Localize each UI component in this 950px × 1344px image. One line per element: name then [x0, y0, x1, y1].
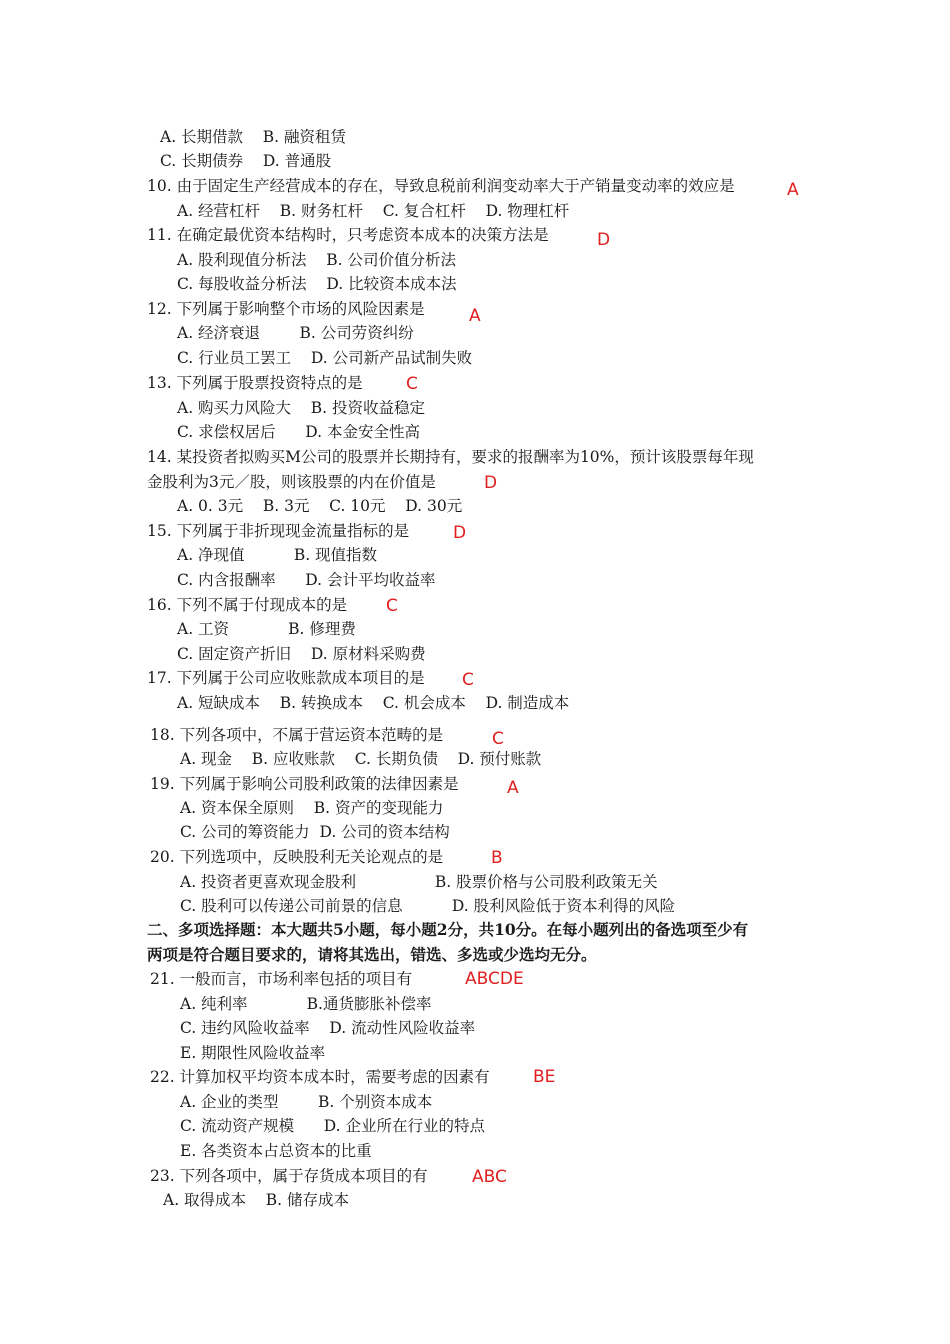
question-16: 16. 下列不属于付现成本的是 [147, 596, 348, 614]
q15-options-cd: C. 内含报酬率 D. 会计平均收益率 [177, 571, 436, 589]
q17-options: A. 短缺成本 B. 转换成本 C. 机会成本 D. 制造成本 [177, 694, 570, 712]
answer-q23: ABC [472, 1167, 507, 1187]
answer-q17: C [462, 670, 474, 690]
answer-q19: A [507, 778, 519, 798]
answer-q13: C [406, 374, 418, 394]
question-15: 15. 下列属于非折现现金流量指标的是 [147, 522, 410, 540]
answer-q22: BE [533, 1067, 556, 1087]
answer-q16: C [386, 596, 398, 616]
q23-options-ab: A. 取得成本 B. 储存成本 [163, 1191, 350, 1209]
question-23: 23. 下列各项中，属于存货成本项目的有 [150, 1167, 428, 1185]
q14-options: A. 0. 3元 B. 3元 C. 10元 D. 30元 [177, 497, 463, 515]
q13-options-cd: C. 求偿权居后 D. 本金安全性高 [177, 423, 420, 441]
q13-options-ab: A. 购买力风险大 B. 投资收益稳定 [177, 399, 426, 417]
q9-options-cd: C. 长期债券 D. 普通股 [160, 152, 332, 170]
question-10: 10. 由于固定生产经营成本的存在，导致息税前利润变动率大于产销量变动率的效应是 [147, 177, 735, 195]
q21-option-e: E. 期限性风险收益率 [180, 1044, 326, 1062]
question-17: 17. 下列属于公司应收账款成本项目的是 [147, 669, 425, 687]
q18-options: A. 现金 B. 应收账款 C. 长期负债 D. 预付账款 [180, 750, 542, 768]
q22-option-e: E. 各类资本占总资本的比重 [180, 1142, 372, 1160]
answer-q20: B [491, 848, 503, 868]
q16-options-cd: C. 固定资产折旧 D. 原材料采购费 [177, 645, 426, 663]
question-12: 12. 下列属于影响整个市场的风险因素是 [147, 300, 425, 318]
q12-options-ab: A. 经济衰退 B. 公司劳资纠纷 [177, 324, 414, 342]
q12-options-cd: C. 行业员工罢工 D. 公司新产品试制失败 [177, 349, 473, 367]
question-14-line1: 14. 某投资者拟购买M公司的股票并长期持有，要求的报酬率为10%，预计该股票每年现 [147, 448, 754, 466]
q16-options-ab: A. 工资 B. 修理费 [177, 620, 356, 638]
question-22: 22. 计算加权平均资本成本时，需要考虑的因素有 [150, 1068, 490, 1086]
q11-options-ab: A. 股利现值分析法 B. 公司价值分析法 [177, 251, 457, 269]
q10-options: A. 经营杠杆 B. 财务杠杆 C. 复合杠杆 D. 物理杠杆 [177, 202, 570, 220]
answer-q14: D [484, 473, 498, 493]
q19-options-ab: A. 资本保全原则 B. 资产的变现能力 [180, 799, 444, 817]
question-19: 19. 下列属于影响公司股利政策的法律因素是 [150, 775, 459, 793]
section-2-heading-line2: 两项是符合题目要求的，请将其选出，错选、多选或少选均无分。 [147, 945, 597, 964]
q19-options-cd: C. 公司的筹资能力 D. 公司的资本结构 [180, 823, 450, 841]
section-2-heading-line1: 二、多项选择题：本大题共5小题，每小题2分，共10分。在每小题列出的备选项至少有 [147, 920, 749, 939]
answer-q18: C [492, 729, 504, 749]
answer-q15: D [453, 523, 467, 543]
q20-options-ab: A. 投资者更喜欢现金股利 B. 股票价格与公司股利政策无关 [180, 873, 658, 891]
q22-options-ab: A. 企业的类型 B. 个别资本成本 [180, 1093, 433, 1111]
question-14-line2: 金股利为3元／股，则该股票的内在价值是 [147, 473, 436, 491]
q20-options-cd: C. 股利可以传递公司前景的信息 D. 股利风险低于资本利得的风险 [180, 897, 676, 915]
question-18: 18. 下列各项中，不属于营运资本范畴的是 [150, 726, 444, 744]
question-21: 21. 一般而言，市场利率包括的项目有 [150, 970, 413, 988]
q21-options-ab: A. 纯利率 B.通货膨胀补偿率 [180, 995, 432, 1013]
q9-options-ab: A. 长期借款 B. 融资租赁 [160, 128, 347, 146]
q11-options-cd: C. 每股收益分析法 D. 比较资本成本法 [177, 275, 457, 293]
question-13: 13. 下列属于股票投资特点的是 [147, 374, 363, 392]
question-20: 20. 下列选项中，反映股利无关论观点的是 [150, 848, 444, 866]
answer-q12: A [469, 306, 481, 326]
q22-options-cd: C. 流动资产规模 D. 企业所在行业的特点 [180, 1117, 485, 1135]
answer-q11: D [597, 230, 611, 250]
q21-options-cd: C. 违约风险收益率 D. 流动性风险收益率 [180, 1019, 476, 1037]
answer-q21: ABCDE [465, 969, 524, 989]
q15-options-ab: A. 净现值 B. 现值指数 [177, 546, 378, 564]
question-11: 11. 在确定最优资本结构时，只考虑资本成本的决策方法是 [147, 226, 549, 244]
answer-q10: A [787, 180, 799, 200]
